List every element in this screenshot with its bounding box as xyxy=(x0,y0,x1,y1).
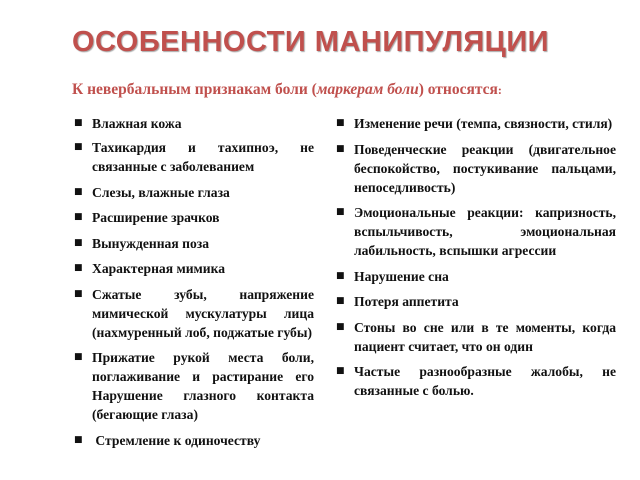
slide-title: ОСОБЕННОСТИ МАНИПУЛЯЦИИ xyxy=(72,26,550,58)
square-bullet-icon: ■ xyxy=(336,118,345,128)
right-bullet-list xyxy=(336,114,616,407)
square-bullet-icon: ■ xyxy=(74,288,83,299)
list-item xyxy=(74,114,314,133)
list-item xyxy=(74,138,314,176)
list-item-text: Влажная кожа xyxy=(92,116,182,131)
list-item-text: Прижатие рукой места боли, поглаживание и растирание его Нарушение глазного контакта (бегающие глаза) xyxy=(92,350,314,422)
list-item xyxy=(336,292,616,311)
square-bullet-icon: ■ xyxy=(336,296,345,306)
square-bullet-icon: ■ xyxy=(336,207,345,217)
list-item-text: Слезы, влажные глаза xyxy=(92,184,230,200)
square-bullet-icon: ■ xyxy=(74,118,83,128)
list-item-text: Тахикардия и тахипноэ, не связанные с заболеванием xyxy=(92,140,314,174)
list-item-text: Характерная мимика xyxy=(92,261,226,276)
list-item xyxy=(336,362,616,400)
square-bullet-icon: ■ xyxy=(336,321,345,332)
list-item-text: Нарушение сна xyxy=(354,268,449,284)
subtitle-text-before: К невербальным признакам боли ( xyxy=(72,81,317,98)
list-item xyxy=(336,267,616,286)
list-item xyxy=(74,183,314,202)
list-item xyxy=(74,348,314,424)
list-item xyxy=(336,203,616,260)
square-bullet-icon: ■ xyxy=(336,366,345,376)
list-item-text: Вынужденная поза xyxy=(92,235,210,251)
list-item-text: Частые разнообразные жалобы, не связанные с болью. xyxy=(354,364,616,398)
list-item xyxy=(74,259,314,278)
list-item xyxy=(74,234,314,253)
square-bullet-icon: ■ xyxy=(74,237,83,248)
list-item-text: Потеря аппетита xyxy=(354,294,459,309)
list-item xyxy=(74,285,314,342)
subtitle xyxy=(72,81,632,99)
list-item xyxy=(336,318,616,356)
list-item-text: Расширение зрачков xyxy=(92,210,220,225)
subtitle-colon: : xyxy=(497,83,502,97)
list-item-text: Поведенческие реакции (двигательное беспокойство, постукивание пальцами, непоседливость) xyxy=(354,141,616,195)
list-item xyxy=(336,114,616,133)
subtitle-emphasis: маркерам боли xyxy=(316,81,419,98)
square-bullet-icon: ■ xyxy=(74,142,83,152)
square-bullet-icon: ■ xyxy=(74,352,83,362)
square-bullet-icon: ■ xyxy=(336,143,345,154)
list-item-text: Сжатые зубы, напряжение мимической мускулатуры лица (нахмуренный лоб, поджатые губы) xyxy=(92,286,314,340)
list-item-text: Эмоциональные реакции: капризность, вспыльчивость, эмоциональная лабильность, вспышки агрессии xyxy=(354,205,616,258)
square-bullet-icon: ■ xyxy=(74,434,83,445)
square-bullet-icon: ■ xyxy=(74,212,83,222)
list-item-text: Стоны во сне или в те моменты, когда пациент считает, что он один xyxy=(354,319,616,354)
square-bullet-icon: ■ xyxy=(74,263,83,273)
list-item-text: Стремление к одиночеству xyxy=(92,432,261,448)
list-item xyxy=(74,431,314,450)
left-bullet-list xyxy=(74,114,314,456)
subtitle-text-after: ) относятся xyxy=(418,81,498,98)
list-item xyxy=(336,140,616,197)
square-bullet-icon: ■ xyxy=(74,186,83,197)
square-bullet-icon: ■ xyxy=(336,270,345,281)
list-item-text: Изменение речи (темпа, связности, стиля) xyxy=(354,116,613,131)
list-item xyxy=(74,208,314,227)
